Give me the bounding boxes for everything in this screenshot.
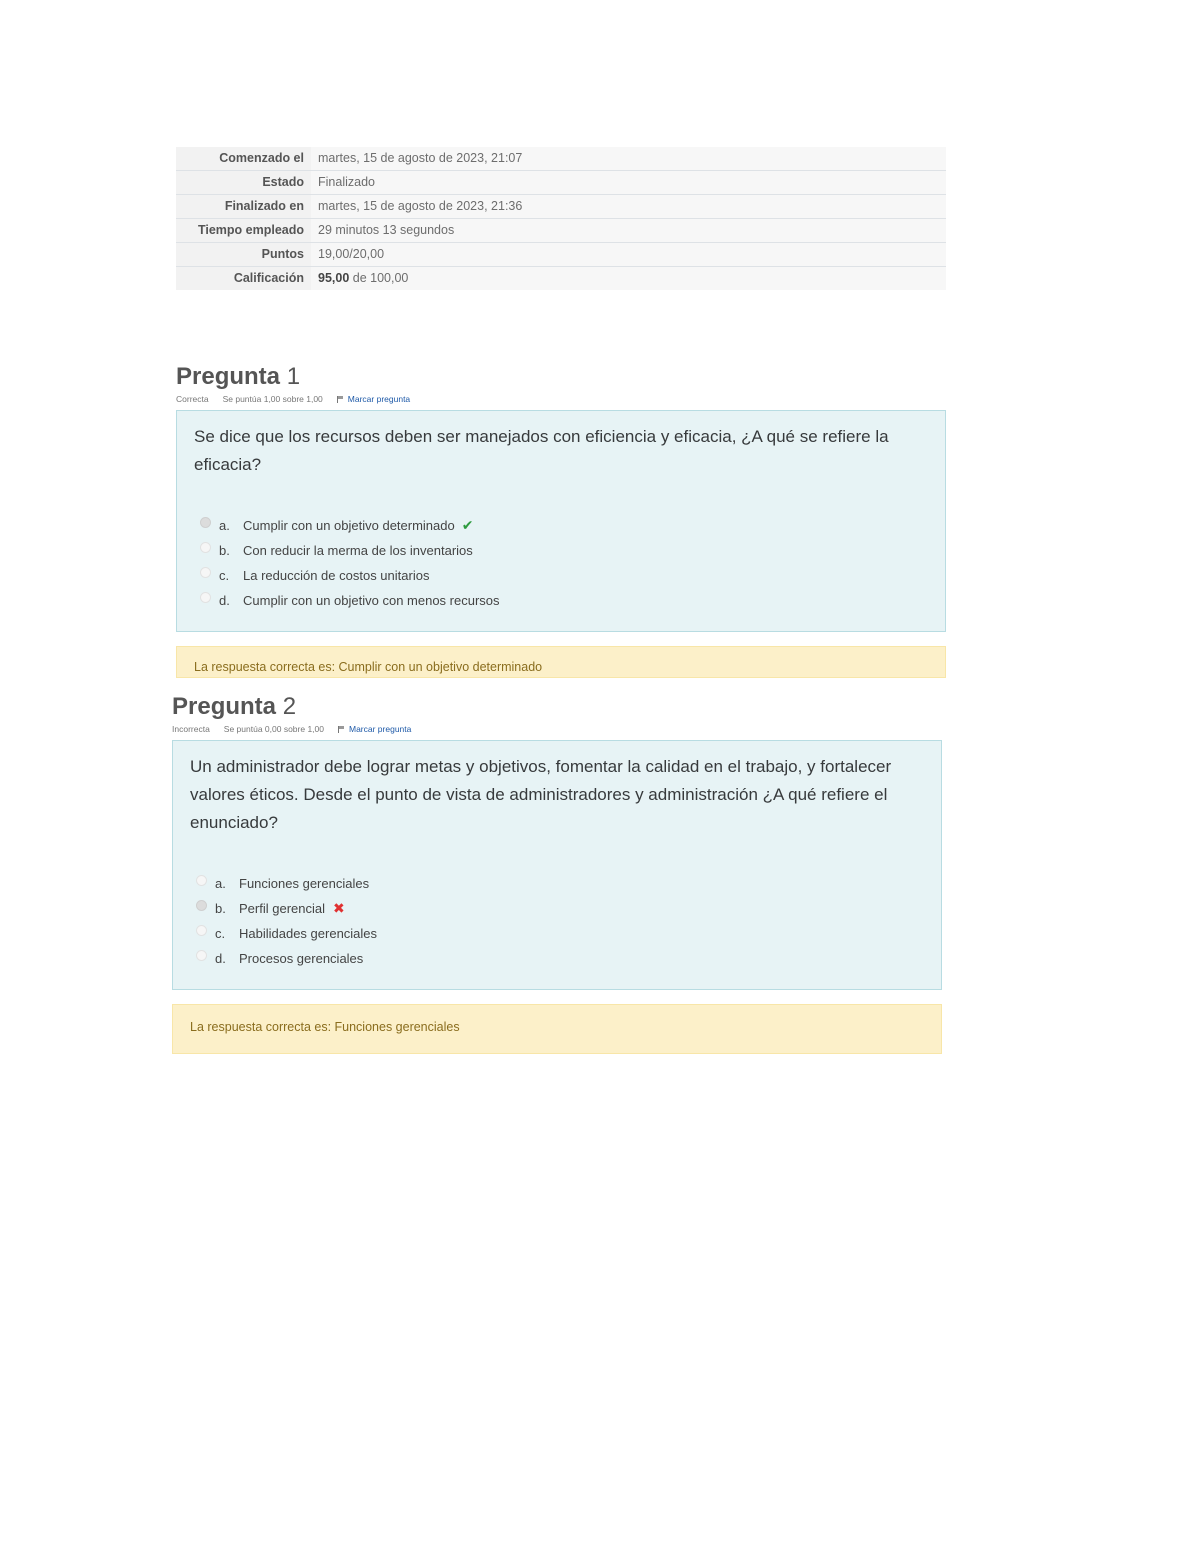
question-1 bbox=[176, 362, 946, 678]
answer-text: La reducción de costos unitarios bbox=[243, 568, 430, 583]
answer-option-d[interactable] bbox=[196, 946, 925, 971]
summary-value: martes, 15 de agosto de 2023, 21:36 bbox=[311, 195, 946, 219]
answer-text: Cumplir con un objetivo con menos recursos bbox=[243, 593, 500, 608]
cross-icon: ✖ bbox=[333, 900, 345, 916]
summary-label: Calificación bbox=[176, 267, 311, 291]
question-number: 2 bbox=[282, 693, 297, 720]
question-title bbox=[176, 362, 946, 392]
answer-letter: a. bbox=[215, 876, 226, 891]
answer-text: Cumplir con un objetivo determinado bbox=[243, 518, 455, 533]
radio-button[interactable] bbox=[196, 925, 207, 936]
feedback-text: La respuesta correcta es: Cumplir con un objetivo determinado bbox=[194, 660, 543, 674]
summary-row-started bbox=[176, 147, 946, 171]
answer-text: Con reducir la merma de los inventarios bbox=[243, 543, 473, 558]
summary-value: 19,00/20,00 bbox=[311, 243, 946, 267]
question-2 bbox=[172, 692, 942, 1054]
summary-label: Puntos bbox=[176, 243, 311, 267]
correct-answer-feedback bbox=[172, 1004, 942, 1054]
summary-row-grade bbox=[176, 267, 946, 291]
summary-row-finished bbox=[176, 195, 946, 219]
question-info bbox=[172, 722, 942, 736]
radio-button[interactable] bbox=[200, 542, 211, 553]
answer-text: Procesos gerenciales bbox=[239, 951, 364, 966]
question-state: Incorrecta bbox=[172, 724, 210, 734]
question-state: Correcta bbox=[176, 394, 209, 404]
summary-row-points bbox=[176, 243, 946, 267]
answer-letter: b. bbox=[219, 543, 230, 558]
check-icon: ✔ bbox=[461, 517, 474, 533]
summary-value: martes, 15 de agosto de 2023, 21:07 bbox=[311, 147, 946, 171]
grade-value: 95,00 bbox=[318, 271, 350, 285]
answer-option-c[interactable] bbox=[196, 921, 925, 946]
answer-letter: c. bbox=[215, 926, 226, 941]
answer-option-a[interactable] bbox=[196, 871, 925, 896]
quiz-summary-table bbox=[176, 147, 946, 290]
answer-list bbox=[200, 513, 929, 613]
flag-question-label: Marcar pregunta bbox=[347, 394, 411, 404]
summary-value: Finalizado bbox=[311, 171, 946, 195]
answer-text: Funciones gerenciales bbox=[239, 876, 370, 891]
feedback-text: La respuesta correcta es: Funciones gerenciales bbox=[190, 1020, 460, 1034]
flag-question-label: Marcar pregunta bbox=[349, 724, 412, 734]
summary-value: 29 minutos 13 segundos bbox=[311, 219, 946, 243]
question-grade: Se puntúa 0,00 sobre 1,00 bbox=[223, 724, 324, 734]
question-text: Un administrador debe lograr metas y objetivos, fomentar la calidad en el trabajo, y fortalecer valores éticos. Desde el punto de vista de administradores y administración ¿A qué refiere el enunciado? bbox=[190, 757, 892, 832]
radio-button[interactable] bbox=[200, 517, 211, 528]
summary-label: Finalizado en bbox=[176, 195, 311, 219]
question-title-word: Pregunta bbox=[172, 693, 277, 720]
question-info bbox=[176, 392, 946, 406]
question-title bbox=[172, 692, 942, 722]
radio-button[interactable] bbox=[200, 592, 211, 603]
answer-letter: d. bbox=[219, 593, 230, 608]
summary-row-time-taken bbox=[176, 219, 946, 243]
question-formulation bbox=[176, 410, 946, 632]
answer-option-a[interactable] bbox=[200, 513, 929, 538]
answer-option-b[interactable] bbox=[196, 896, 925, 921]
answer-option-b[interactable] bbox=[200, 538, 929, 563]
radio-button[interactable] bbox=[200, 567, 211, 578]
answer-letter: b. bbox=[215, 901, 226, 916]
question-number: 1 bbox=[286, 363, 301, 390]
answer-letter: a. bbox=[219, 518, 230, 533]
summary-label: Tiempo empleado bbox=[176, 219, 311, 243]
summary-value bbox=[311, 267, 946, 291]
answer-letter: c. bbox=[219, 568, 230, 583]
question-grade: Se puntúa 1,00 sobre 1,00 bbox=[222, 394, 323, 404]
summary-row-state bbox=[176, 171, 946, 195]
answer-option-d[interactable] bbox=[200, 588, 929, 613]
answer-text: Perfil gerencial bbox=[239, 901, 325, 916]
radio-button[interactable] bbox=[196, 950, 207, 961]
radio-button[interactable] bbox=[196, 900, 207, 911]
question-formulation bbox=[172, 740, 942, 990]
answer-option-c[interactable] bbox=[200, 563, 929, 588]
correct-answer-feedback bbox=[176, 646, 946, 678]
radio-button[interactable] bbox=[196, 875, 207, 886]
answer-letter: d. bbox=[215, 951, 226, 966]
summary-label: Estado bbox=[176, 171, 311, 195]
flag-icon bbox=[337, 396, 344, 403]
summary-label: Comenzado el bbox=[176, 147, 311, 171]
question-title-word: Pregunta bbox=[176, 363, 281, 390]
answer-list bbox=[196, 871, 925, 971]
flag-icon bbox=[338, 726, 345, 733]
flag-question-link[interactable] bbox=[338, 722, 411, 736]
answer-text: Habilidades gerenciales bbox=[239, 926, 378, 941]
grade-max: de 100,00 bbox=[349, 271, 409, 285]
flag-question-link[interactable] bbox=[337, 392, 410, 406]
question-text: Se dice que los recursos deben ser manejados con eficiencia y eficacia, ¿A qué se refiere la eficacia? bbox=[194, 427, 889, 474]
